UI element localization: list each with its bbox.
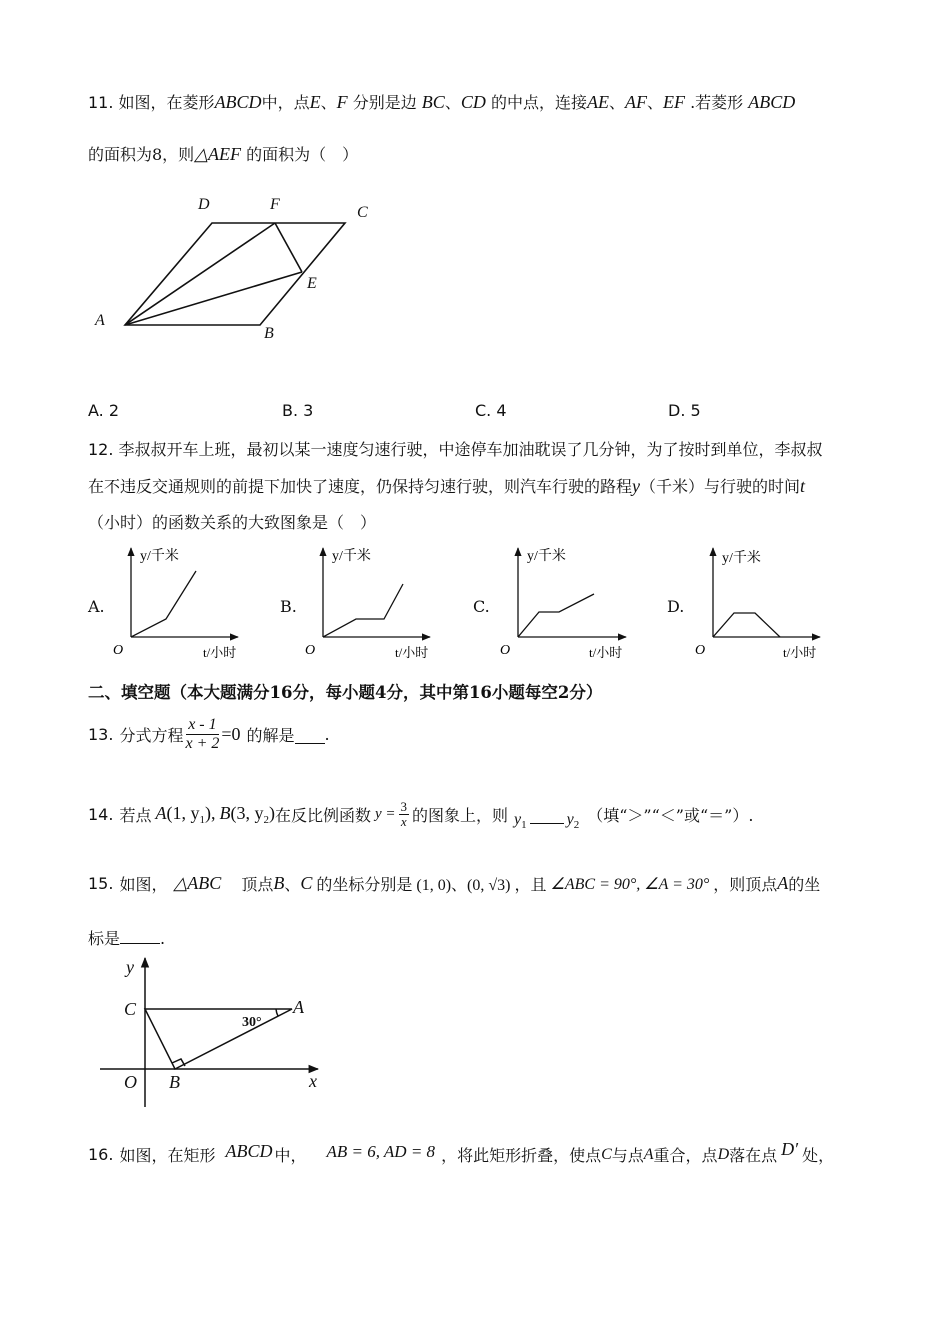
q12-d-x-label: t/小时 [783,645,817,660]
q12-c-origin: O [500,643,511,658]
q11-line-ae [125,272,302,325]
q14-text-a: 若点 [119,806,152,826]
q11-text-f: 的面积为8，则 [88,145,195,164]
q11-label-a: A [95,312,105,329]
q14-line [88,800,753,830]
q14-text-d: （填“＞”“＜”或“＝”）. [587,806,754,826]
q14-frac-den: x [400,814,407,830]
q16-text-g: 处， [802,1146,835,1165]
q15-angles: ∠ABC = 90°, ∠A = 30° [550,875,710,893]
q12-b-x-label: t/小时 [395,645,429,660]
q12-d-curve [713,613,780,637]
q12-graph-a-letter[interactable]: A. [88,597,105,616]
q11-option-letter: D. [668,401,686,420]
q11-text-c: 分别是边 [352,93,417,112]
q12-var-y: y [632,476,641,496]
q12-graph-b[interactable] [305,547,430,660]
q14-y2-sub: 2 [573,818,580,831]
q12-text-3: （小时）的函数关系的大致图象是（ ） [88,513,377,532]
q14-point-a-close: ), [204,803,216,824]
q15-sep: 、 [284,875,301,894]
q13-fraction [185,716,219,752]
q11-label-d: D [198,196,210,213]
q14-y-equals: y = [374,806,396,823]
q11-option-b[interactable] [282,401,313,420]
q15-text-d: ，且 [514,875,547,894]
q16-point-d-prime: D′ [781,1139,799,1159]
q12-line2 [88,474,805,497]
q11-text-a: 如图，在菱形 [118,93,215,112]
q11-option-value: 3 [303,401,314,420]
q14-point-a-name: A [155,803,167,824]
q16-text-a: 如图，在矩形 [119,1146,216,1165]
q15-point-a: A [777,873,789,893]
q15-text-a: 如图， [119,875,168,894]
q11-sep1: 、 [320,93,337,112]
q14-y1-letter: y [514,810,522,828]
q16-point-c: C [601,1145,612,1163]
q13-denominator: x + 2 [185,734,220,752]
q12-b-y-label: y/千米 [332,549,371,564]
q12-text-2a: 在不违反交通规则的前提下加快了速度，仍保持匀速行驶，则汽车行驶的路程 [88,477,633,496]
q12-graph-c[interactable] [500,547,626,660]
q16-text-d: 与点 [611,1146,644,1165]
q11-rhombus-name-2: ABCD [748,92,796,112]
q15-label-y: y [126,957,134,977]
q15-label-a: A [293,997,304,1017]
q16-condition: AB = 6, AD = 8 [326,1141,436,1161]
q11-label-f: F [270,196,280,213]
q15-label-x: x [309,1071,317,1091]
q14-text-b: 在反比例函数 [274,806,371,826]
q15-period: . [160,929,166,948]
q15-label-o: O [124,1072,137,1092]
q11-sep3: 、 [608,93,625,112]
q13-text-a: 分式方程 [119,725,184,745]
q13-answer-blank[interactable] [295,725,325,744]
q11-label-b: B [264,325,274,342]
q16-number: 16. [88,1145,114,1164]
q11-option-letter: A. [88,401,104,420]
q13-line [88,716,330,752]
q11-sep2: 、 [444,93,461,112]
q12-graph-c-letter[interactable]: C. [473,597,490,616]
q15-text-c: 的坐标分别是 [316,875,413,894]
q15-text-b: 顶点 [241,875,274,894]
q14-point-b-name: B [219,803,231,824]
q16-line [88,1139,835,1166]
q11-label-e: E [307,275,317,292]
q15-text-l2: 标是 [88,929,121,948]
q11-option-d[interactable] [668,401,701,420]
q14-y1-sub: 1 [521,818,527,831]
q11-rhombus-outline [125,223,345,325]
q14-y1 [514,811,527,831]
q12-line3 [88,510,376,533]
q14-y2-letter: y [566,810,574,828]
q15-point-b: B [273,873,285,893]
q14-number: 14. [88,805,114,825]
q14-point-b-coords: (3, y [230,803,264,824]
q12-graph-d[interactable] [695,548,820,660]
q12-graph-a[interactable] [113,547,238,660]
q13-numerator: x - 1 [188,716,217,733]
q14-point-a [155,803,215,826]
q15-point-c: C [300,873,313,893]
q16-text-c: ，将此矩形折叠，使点 [441,1146,602,1165]
q11-seg-ae: AE [586,92,609,112]
q11-option-a[interactable] [88,401,119,420]
q12-b-curve [323,584,403,637]
q16-point-d: D [717,1145,730,1163]
q14-point-a-coords: (1, y [166,803,200,824]
q13-period: . [324,724,330,744]
q12-b-origin: O [305,643,316,658]
q14-answer-blank[interactable] [530,805,564,824]
q12-c-x-label: t/小时 [589,645,623,660]
q12-text-1: 李叔叔开车上班，最初以某一速度匀速行驶，中途停车加油耽误了几分钟，为了按时到单位，李叔叔 [118,440,823,459]
q13-text-b: 的解是 [246,725,295,745]
q15-text-e: ，则顶点 [713,875,778,894]
q14-point-b-close: ) [268,803,275,824]
q12-c-curve [518,594,594,637]
q15-text-f: 的坐 [788,875,821,894]
q12-var-t: t [800,476,806,496]
q11-seg-af: AF [624,92,647,112]
q11-text-d: 的中点，连接 [490,93,587,112]
q11-line-af [125,223,275,325]
q15-label-c: C [124,999,137,1019]
q13-number: 13. [88,724,114,744]
q12-a-y-label: y/千米 [140,549,179,564]
q16-text-b: 中， [274,1146,307,1165]
q14-sub-1: 1 [199,814,205,827]
q14-y2 [567,811,580,831]
q12-d-origin: O [695,643,706,658]
q16-text-f: 落在点 [729,1146,778,1165]
q11-seg-ef: EF [662,92,685,112]
q11-text-b: 中，点 [261,93,310,112]
q14-sub-2: 2 [263,814,269,827]
q11-point-e: E [309,92,321,112]
q16-point-a: A [643,1145,654,1163]
q11-rhombus-name: ABCD [214,92,262,112]
q15-line2 [88,926,165,949]
q11-number: 11. [88,93,114,112]
q11-text-e: .若菱形 [690,93,744,112]
q15-triangle-abc [145,1009,292,1069]
q11-option-value: 4 [496,401,507,420]
q15-label-angle: 30° [242,1015,262,1030]
q11-line1 [88,90,795,113]
q11-option-value: 5 [690,401,701,420]
q11-triangle-aef: △AEF [194,144,242,164]
q15-line1 [88,872,820,895]
q13-equals: =0 [221,723,241,744]
q12-number: 12. [88,440,114,459]
q11-option-letter: C. [475,401,492,420]
q11-point-f: F [336,92,348,112]
q12-c-y-label: y/千米 [527,549,566,564]
q15-number: 15. [88,874,114,893]
q16-rectangle-name: ABCD [225,1141,273,1161]
q16-text-e: 重合，点 [653,1146,718,1165]
q15-label-b: B [169,1072,180,1092]
q14-fraction [399,800,410,830]
q15-answer-blank[interactable] [120,927,160,944]
q15-triangle: △ABC [173,873,222,893]
q11-option-letter: B. [282,401,299,420]
q12-a-x-label: t/小时 [203,645,237,660]
q11-text-g: 的面积为（ ） [246,145,359,164]
q12-graph-d-letter[interactable]: D. [667,597,685,616]
q11-side-cd: CD [460,92,486,112]
section2-title: 二、填空题（本大题满分16分，每小题4分，其中第16小题每空2分） [88,683,603,702]
q14-point-b [219,803,275,826]
q15-coords: (1, 0)、(0, √3) [416,877,511,894]
q11-side-bc: BC [421,92,445,112]
q11-option-value: 2 [108,401,120,420]
q15-angle-arc [276,1009,278,1016]
q11-line2 [88,142,358,165]
q12-a-origin: O [113,643,124,658]
q14-text-c: 的图象上，则 [412,806,509,826]
q11-label-c: C [357,204,368,221]
q11-sep4: 、 [646,93,663,112]
q12-line1 [88,437,823,460]
q15-right-angle-mark [172,1059,185,1066]
q11-line-ef [275,223,302,272]
q12-graph-b-letter[interactable]: B. [280,597,297,616]
q12-d-y-label: y/千米 [722,551,761,566]
q12-a-curve [131,571,196,637]
q12-text-2b: （千米）与行驶的时间 [640,477,801,496]
q11-option-c[interactable] [475,401,507,420]
q14-frac-num: 3 [400,799,408,814]
